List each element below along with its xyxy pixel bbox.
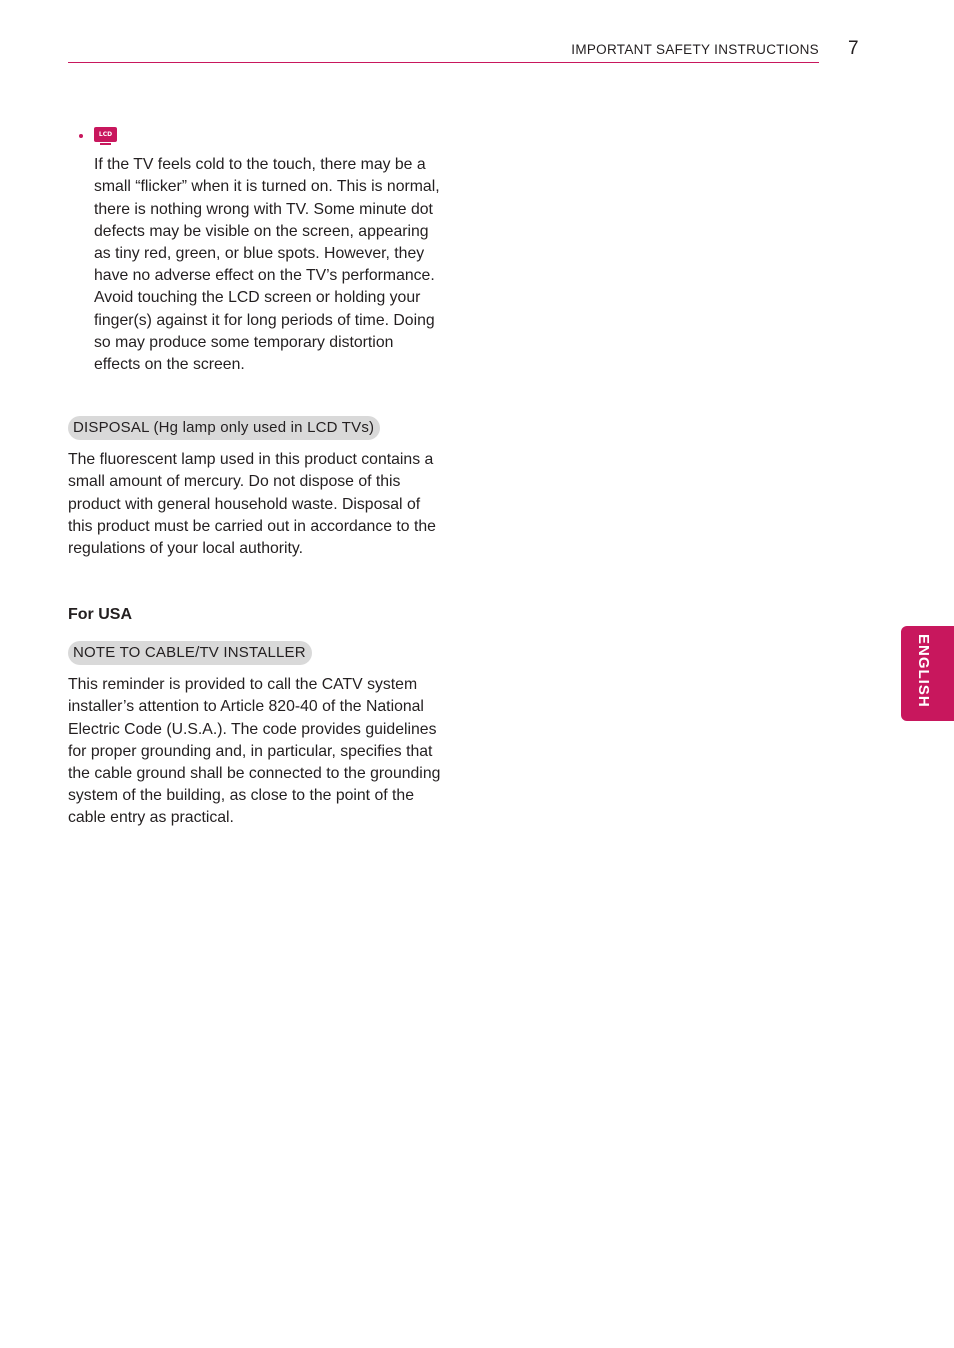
bullet-item [68, 124, 448, 376]
lcd-icon-label: LCD [94, 127, 117, 142]
installer-note-text: This reminder is provided to call the CATV system installer’s attention to Article 820-40 of the National Electric Code (U.S.A.). The code provides guidelines for proper grounding and, in particular, specifies that the cable ground shall be connected to the grounding system of the building, as close to the point of the cable entry as practical. [68, 676, 441, 827]
header-title: IMPORTANT SAFETY INSTRUCTIONS [571, 42, 819, 57]
disposal-text: The fluorescent lamp used in this product contains a small amount of mercury. Do not dispose of this product with general household waste. Disposal of this product must be carried out in accordance to the regulations of your local authority. [68, 451, 436, 558]
main-content [68, 124, 448, 830]
usa-heading: For USA [68, 606, 132, 624]
page-header [68, 38, 819, 63]
language-tab [901, 626, 954, 721]
lcd-icon [94, 127, 117, 147]
language-tab-label: ENGLISH [915, 634, 932, 708]
disposal-heading: DISPOSAL (Hg lamp only used in LCD TVs) [68, 416, 380, 440]
bullet-dot-icon [79, 134, 83, 138]
bullet-text: If the TV feels cold to the touch, there may be a small “flicker” when it is turned on. This is normal, there is nothing wrong with TV. Some minute dot defects may be visible on the screen, appearing as tiny red, green, or blue spots. However, they have no adverse effect on the TV’s performance. Avoid touching the LCD screen or holding your finger(s) against it for long periods of time. Doing so may produce some temporary distortion effects on the screen. [94, 156, 440, 374]
installer-note-heading: NOTE TO CABLE/TV INSTALLER [68, 641, 312, 665]
page-number: 7 [848, 38, 859, 59]
lcd-stand [100, 143, 111, 145]
